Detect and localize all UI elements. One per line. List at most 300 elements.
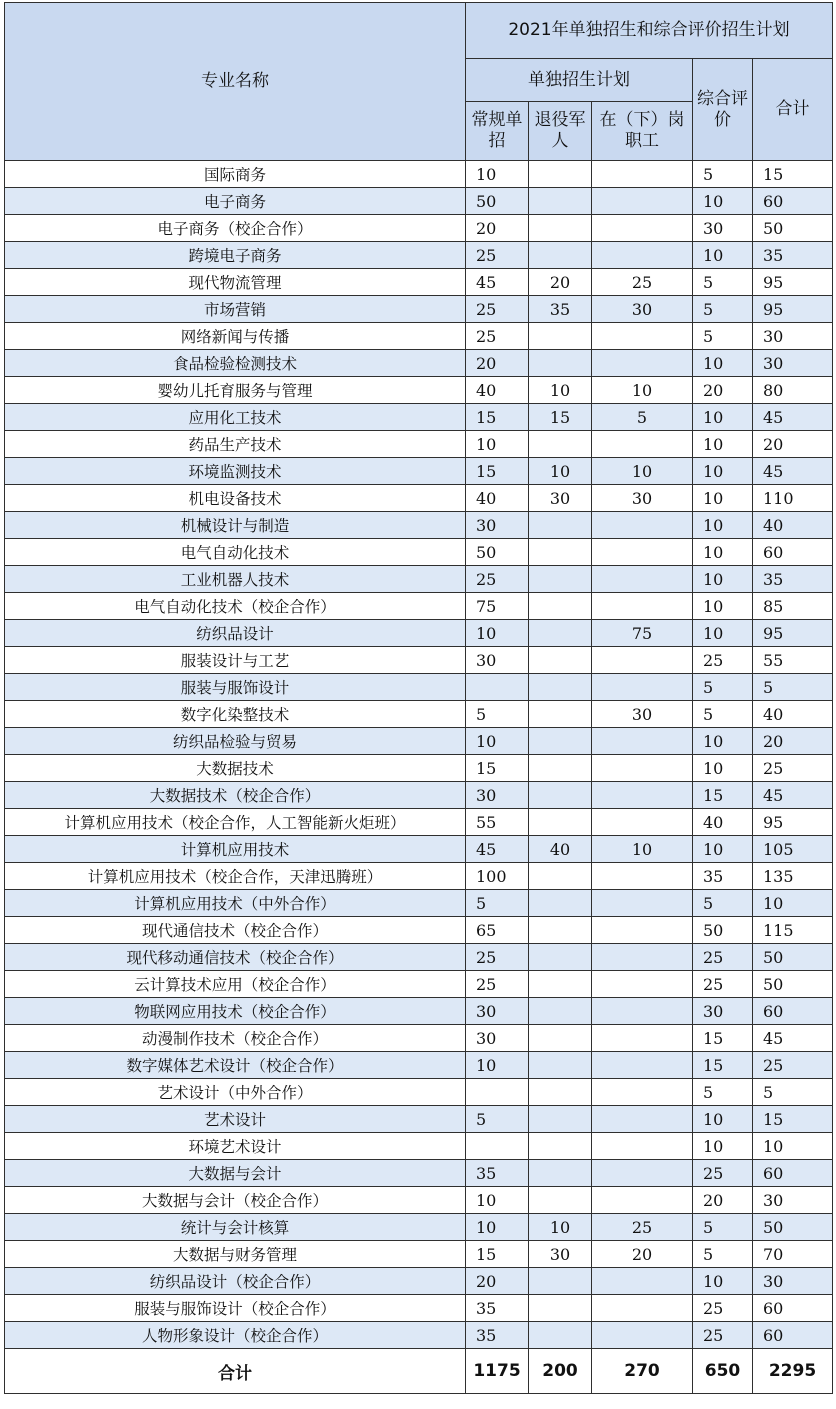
cell-total: 50 — [753, 971, 833, 998]
cell-regular — [466, 1133, 529, 1160]
cell-comprehensive: 10 — [693, 512, 753, 539]
cell-veteran — [529, 593, 592, 620]
cell-comprehensive: 10 — [693, 566, 753, 593]
cell-regular: 10 — [466, 620, 529, 647]
cell-regular: 10 — [466, 161, 529, 188]
cell-comprehensive: 25 — [693, 971, 753, 998]
cell-comprehensive: 40 — [693, 809, 753, 836]
cell-laid-off: 75 — [592, 620, 693, 647]
cell-comprehensive: 10 — [693, 728, 753, 755]
cell-veteran: 40 — [529, 836, 592, 863]
table-row — [5, 566, 833, 593]
table-row — [5, 296, 833, 323]
cell-major: 服装设计与工艺 — [5, 647, 466, 674]
cell-major: 动漫制作技术（校企合作） — [5, 1025, 466, 1052]
cell-comprehensive: 5 — [693, 323, 753, 350]
table-body — [5, 161, 833, 1349]
cell-laid-off — [592, 674, 693, 701]
table-row — [5, 1187, 833, 1214]
cell-total: 50 — [753, 1214, 833, 1241]
cell-major: 婴幼儿托育服务与管理 — [5, 377, 466, 404]
cell-major: 纺织品设计（校企合作） — [5, 1268, 466, 1295]
table-row — [5, 161, 833, 188]
cell-total: 60 — [753, 188, 833, 215]
table-row — [5, 1322, 833, 1349]
footer-comprehensive: 650 — [693, 1349, 753, 1394]
table-row — [5, 188, 833, 215]
footer-label: 合计 — [5, 1349, 466, 1394]
cell-veteran — [529, 620, 592, 647]
cell-laid-off: 30 — [592, 296, 693, 323]
cell-veteran: 15 — [529, 404, 592, 431]
cell-regular: 30 — [466, 512, 529, 539]
cell-veteran — [529, 1187, 592, 1214]
table-row — [5, 782, 833, 809]
cell-comprehensive: 10 — [693, 1133, 753, 1160]
cell-regular: 100 — [466, 863, 529, 890]
cell-total: 105 — [753, 836, 833, 863]
cell-regular: 40 — [466, 485, 529, 512]
cell-veteran — [529, 890, 592, 917]
cell-total: 30 — [753, 1187, 833, 1214]
cell-comprehensive: 5 — [693, 674, 753, 701]
cell-laid-off — [592, 917, 693, 944]
cell-comprehensive: 15 — [693, 1025, 753, 1052]
cell-veteran — [529, 323, 592, 350]
header-comprehensive: 综合评价 — [693, 59, 753, 161]
cell-total: 70 — [753, 1241, 833, 1268]
cell-major: 现代通信技术（校企合作） — [5, 917, 466, 944]
cell-laid-off — [592, 647, 693, 674]
cell-laid-off — [592, 161, 693, 188]
cell-laid-off — [592, 863, 693, 890]
cell-laid-off: 10 — [592, 836, 693, 863]
cell-regular: 35 — [466, 1295, 529, 1322]
table-row — [5, 1079, 833, 1106]
cell-regular: 30 — [466, 647, 529, 674]
cell-veteran — [529, 161, 592, 188]
cell-laid-off: 25 — [592, 1214, 693, 1241]
footer-regular: 1175 — [466, 1349, 529, 1394]
cell-total: 60 — [753, 539, 833, 566]
header-major-name: 专业名称 — [5, 3, 466, 161]
cell-regular: 20 — [466, 215, 529, 242]
cell-comprehensive: 25 — [693, 1160, 753, 1187]
cell-total: 95 — [753, 809, 833, 836]
cell-veteran — [529, 809, 592, 836]
cell-laid-off — [592, 809, 693, 836]
cell-total: 95 — [753, 620, 833, 647]
cell-laid-off — [592, 512, 693, 539]
cell-regular: 55 — [466, 809, 529, 836]
table-row — [5, 944, 833, 971]
cell-major: 服装与服饰设计（校企合作） — [5, 1295, 466, 1322]
table-row — [5, 1025, 833, 1052]
cell-laid-off: 30 — [592, 485, 693, 512]
cell-total: 35 — [753, 242, 833, 269]
cell-comprehensive: 5 — [693, 269, 753, 296]
cell-regular: 5 — [466, 890, 529, 917]
cell-total: 45 — [753, 782, 833, 809]
table-row — [5, 701, 833, 728]
cell-total: 20 — [753, 431, 833, 458]
cell-veteran — [529, 242, 592, 269]
cell-veteran — [529, 431, 592, 458]
cell-comprehensive: 10 — [693, 836, 753, 863]
cell-total: 40 — [753, 701, 833, 728]
cell-regular: 65 — [466, 917, 529, 944]
cell-veteran — [529, 1322, 592, 1349]
cell-regular: 10 — [466, 431, 529, 458]
cell-regular: 15 — [466, 404, 529, 431]
cell-regular: 45 — [466, 269, 529, 296]
cell-veteran: 30 — [529, 1241, 592, 1268]
table-row — [5, 431, 833, 458]
cell-veteran — [529, 350, 592, 377]
cell-major: 服装与服饰设计 — [5, 674, 466, 701]
cell-major: 药品生产技术 — [5, 431, 466, 458]
cell-comprehensive: 10 — [693, 458, 753, 485]
header-total: 合计 — [753, 59, 833, 161]
cell-laid-off — [592, 1052, 693, 1079]
cell-major: 应用化工技术 — [5, 404, 466, 431]
cell-regular: 25 — [466, 323, 529, 350]
cell-total: 30 — [753, 1268, 833, 1295]
table-row — [5, 647, 833, 674]
cell-laid-off — [592, 539, 693, 566]
cell-laid-off — [592, 1160, 693, 1187]
cell-total: 15 — [753, 161, 833, 188]
cell-comprehensive: 10 — [693, 539, 753, 566]
cell-major: 计算机应用技术 — [5, 836, 466, 863]
cell-regular: 20 — [466, 1268, 529, 1295]
cell-total: 80 — [753, 377, 833, 404]
cell-major: 统计与会计核算 — [5, 1214, 466, 1241]
table-row — [5, 1241, 833, 1268]
cell-laid-off — [592, 1187, 693, 1214]
cell-laid-off — [592, 1133, 693, 1160]
cell-major: 环境监测技术 — [5, 458, 466, 485]
cell-total: 60 — [753, 1160, 833, 1187]
cell-veteran — [529, 647, 592, 674]
cell-comprehensive: 5 — [693, 296, 753, 323]
table-row — [5, 917, 833, 944]
table-row — [5, 539, 833, 566]
cell-major: 跨境电子商务 — [5, 242, 466, 269]
cell-regular: 15 — [466, 1241, 529, 1268]
cell-comprehensive: 5 — [693, 890, 753, 917]
cell-major: 艺术设计（中外合作） — [5, 1079, 466, 1106]
cell-regular — [466, 1079, 529, 1106]
table-row — [5, 728, 833, 755]
cell-regular: 5 — [466, 701, 529, 728]
cell-laid-off — [592, 1079, 693, 1106]
cell-major: 食品检验检测技术 — [5, 350, 466, 377]
cell-laid-off — [592, 728, 693, 755]
table-row — [5, 1052, 833, 1079]
cell-regular: 20 — [466, 350, 529, 377]
table-row — [5, 1160, 833, 1187]
cell-major: 大数据技术 — [5, 755, 466, 782]
cell-major: 大数据与会计（校企合作） — [5, 1187, 466, 1214]
cell-comprehensive: 10 — [693, 404, 753, 431]
cell-comprehensive: 25 — [693, 1295, 753, 1322]
cell-total: 85 — [753, 593, 833, 620]
cell-veteran — [529, 1295, 592, 1322]
cell-major: 国际商务 — [5, 161, 466, 188]
cell-regular — [466, 674, 529, 701]
table-row — [5, 269, 833, 296]
cell-major: 艺术设计 — [5, 1106, 466, 1133]
cell-total: 10 — [753, 890, 833, 917]
cell-regular: 10 — [466, 1214, 529, 1241]
cell-comprehensive: 10 — [693, 350, 753, 377]
cell-veteran — [529, 1133, 592, 1160]
cell-laid-off: 10 — [592, 377, 693, 404]
cell-major: 人物形象设计（校企合作） — [5, 1322, 466, 1349]
cell-laid-off: 30 — [592, 701, 693, 728]
cell-regular: 25 — [466, 296, 529, 323]
cell-total: 30 — [753, 350, 833, 377]
cell-major: 大数据与会计 — [5, 1160, 466, 1187]
cell-laid-off — [592, 1025, 693, 1052]
cell-laid-off — [592, 755, 693, 782]
cell-veteran — [529, 1106, 592, 1133]
cell-veteran: 20 — [529, 269, 592, 296]
cell-major: 纺织品设计 — [5, 620, 466, 647]
cell-major: 电气自动化技术 — [5, 539, 466, 566]
cell-major: 机电设备技术 — [5, 485, 466, 512]
cell-major: 电气自动化技术（校企合作） — [5, 593, 466, 620]
cell-comprehensive: 10 — [693, 1268, 753, 1295]
table-row — [5, 620, 833, 647]
cell-comprehensive: 10 — [693, 755, 753, 782]
cell-laid-off — [592, 323, 693, 350]
cell-veteran — [529, 998, 592, 1025]
cell-laid-off — [592, 1268, 693, 1295]
cell-laid-off — [592, 566, 693, 593]
cell-laid-off — [592, 1295, 693, 1322]
table-row — [5, 215, 833, 242]
cell-regular: 50 — [466, 188, 529, 215]
cell-veteran — [529, 755, 592, 782]
cell-major: 物联网应用技术（校企合作） — [5, 998, 466, 1025]
cell-major: 计算机应用技术（中外合作） — [5, 890, 466, 917]
cell-comprehensive: 20 — [693, 377, 753, 404]
cell-major: 纺织品检验与贸易 — [5, 728, 466, 755]
header-plan-title: 2021年单独招生和综合评价招生计划 — [466, 3, 833, 59]
cell-major: 计算机应用技术（校企合作，人工智能新火炬班） — [5, 809, 466, 836]
table-row — [5, 755, 833, 782]
table-row — [5, 863, 833, 890]
cell-laid-off — [592, 998, 693, 1025]
cell-laid-off — [592, 188, 693, 215]
cell-major: 大数据与财务管理 — [5, 1241, 466, 1268]
cell-laid-off — [592, 782, 693, 809]
cell-comprehensive: 5 — [693, 701, 753, 728]
cell-laid-off — [592, 431, 693, 458]
cell-veteran: 30 — [529, 485, 592, 512]
cell-regular: 10 — [466, 1187, 529, 1214]
table-header — [5, 3, 833, 161]
table-row — [5, 323, 833, 350]
cell-comprehensive: 35 — [693, 863, 753, 890]
cell-total: 30 — [753, 323, 833, 350]
cell-total: 50 — [753, 944, 833, 971]
cell-veteran — [529, 971, 592, 998]
cell-laid-off: 20 — [592, 1241, 693, 1268]
table-row — [5, 485, 833, 512]
cell-regular: 15 — [466, 755, 529, 782]
enrollment-plan-table — [4, 2, 833, 1394]
cell-regular: 25 — [466, 566, 529, 593]
cell-total: 110 — [753, 485, 833, 512]
cell-laid-off: 5 — [592, 404, 693, 431]
cell-total: 60 — [753, 1295, 833, 1322]
cell-comprehensive: 30 — [693, 215, 753, 242]
table-row — [5, 512, 833, 539]
table-row — [5, 1133, 833, 1160]
table-row — [5, 458, 833, 485]
cell-veteran — [529, 188, 592, 215]
table-row — [5, 350, 833, 377]
cell-comprehensive: 25 — [693, 647, 753, 674]
cell-regular: 45 — [466, 836, 529, 863]
cell-comprehensive: 10 — [693, 1106, 753, 1133]
table-row — [5, 242, 833, 269]
cell-veteran — [529, 674, 592, 701]
cell-major: 计算机应用技术（校企合作，天津迅腾班） — [5, 863, 466, 890]
cell-comprehensive: 10 — [693, 593, 753, 620]
cell-regular: 30 — [466, 1025, 529, 1052]
table-footer — [5, 1349, 833, 1394]
cell-laid-off — [592, 944, 693, 971]
cell-veteran: 10 — [529, 1214, 592, 1241]
cell-regular: 10 — [466, 728, 529, 755]
footer-veteran: 200 — [529, 1349, 592, 1394]
cell-veteran: 35 — [529, 296, 592, 323]
cell-regular: 30 — [466, 782, 529, 809]
total-row — [5, 1349, 833, 1394]
table-row — [5, 674, 833, 701]
cell-comprehensive: 10 — [693, 620, 753, 647]
cell-total: 15 — [753, 1106, 833, 1133]
cell-comprehensive: 5 — [693, 1241, 753, 1268]
cell-major: 大数据技术（校企合作） — [5, 782, 466, 809]
cell-comprehensive: 5 — [693, 161, 753, 188]
cell-comprehensive: 30 — [693, 998, 753, 1025]
cell-total: 25 — [753, 1052, 833, 1079]
cell-veteran — [529, 539, 592, 566]
cell-major: 工业机器人技术 — [5, 566, 466, 593]
cell-laid-off: 25 — [592, 269, 693, 296]
cell-major: 数字媒体艺术设计（校企合作） — [5, 1052, 466, 1079]
cell-veteran — [529, 1268, 592, 1295]
cell-laid-off — [592, 350, 693, 377]
cell-major: 机械设计与制造 — [5, 512, 466, 539]
cell-veteran — [529, 1025, 592, 1052]
cell-comprehensive: 10 — [693, 242, 753, 269]
cell-laid-off — [592, 1106, 693, 1133]
cell-major: 数字化染整技术 — [5, 701, 466, 728]
cell-comprehensive: 5 — [693, 1214, 753, 1241]
cell-regular: 50 — [466, 539, 529, 566]
table-row — [5, 1295, 833, 1322]
cell-comprehensive: 10 — [693, 431, 753, 458]
cell-major: 市场营销 — [5, 296, 466, 323]
cell-regular: 35 — [466, 1322, 529, 1349]
cell-regular: 15 — [466, 458, 529, 485]
cell-veteran — [529, 863, 592, 890]
cell-total: 55 — [753, 647, 833, 674]
cell-veteran — [529, 944, 592, 971]
cell-total: 40 — [753, 512, 833, 539]
cell-total: 135 — [753, 863, 833, 890]
header-veteran: 退役军人 — [529, 102, 592, 161]
cell-total: 95 — [753, 296, 833, 323]
cell-total: 115 — [753, 917, 833, 944]
cell-total: 50 — [753, 215, 833, 242]
cell-veteran — [529, 728, 592, 755]
cell-veteran — [529, 701, 592, 728]
cell-comprehensive: 25 — [693, 1322, 753, 1349]
cell-regular: 35 — [466, 1160, 529, 1187]
cell-laid-off — [592, 593, 693, 620]
table-row — [5, 1268, 833, 1295]
cell-comprehensive: 50 — [693, 917, 753, 944]
cell-regular: 25 — [466, 944, 529, 971]
cell-major: 云计算技术应用（校企合作） — [5, 971, 466, 998]
cell-regular: 75 — [466, 593, 529, 620]
cell-total: 10 — [753, 1133, 833, 1160]
table-row — [5, 593, 833, 620]
cell-comprehensive: 10 — [693, 485, 753, 512]
cell-laid-off: 10 — [592, 458, 693, 485]
table-row — [5, 1106, 833, 1133]
cell-laid-off — [592, 242, 693, 269]
cell-veteran — [529, 1160, 592, 1187]
cell-comprehensive: 20 — [693, 1187, 753, 1214]
header-regular: 常规单招 — [466, 102, 529, 161]
cell-major: 电子商务（校企合作） — [5, 215, 466, 242]
table-row — [5, 890, 833, 917]
cell-comprehensive: 5 — [693, 1079, 753, 1106]
table-row — [5, 377, 833, 404]
cell-total: 5 — [753, 674, 833, 701]
cell-regular: 25 — [466, 971, 529, 998]
cell-laid-off — [592, 215, 693, 242]
cell-regular: 25 — [466, 242, 529, 269]
cell-major: 网络新闻与传播 — [5, 323, 466, 350]
cell-comprehensive: 15 — [693, 1052, 753, 1079]
table-row — [5, 971, 833, 998]
cell-total: 45 — [753, 1025, 833, 1052]
cell-regular: 10 — [466, 1052, 529, 1079]
cell-major: 现代移动通信技术（校企合作） — [5, 944, 466, 971]
cell-total: 95 — [753, 269, 833, 296]
cell-total: 60 — [753, 998, 833, 1025]
cell-total: 5 — [753, 1079, 833, 1106]
table-row — [5, 809, 833, 836]
cell-major: 现代物流管理 — [5, 269, 466, 296]
cell-comprehensive: 10 — [693, 188, 753, 215]
cell-veteran — [529, 1052, 592, 1079]
cell-total: 35 — [753, 566, 833, 593]
header-single-enrollment: 单独招生计划 — [466, 59, 693, 102]
table-row — [5, 998, 833, 1025]
table-row — [5, 1214, 833, 1241]
cell-comprehensive: 15 — [693, 782, 753, 809]
